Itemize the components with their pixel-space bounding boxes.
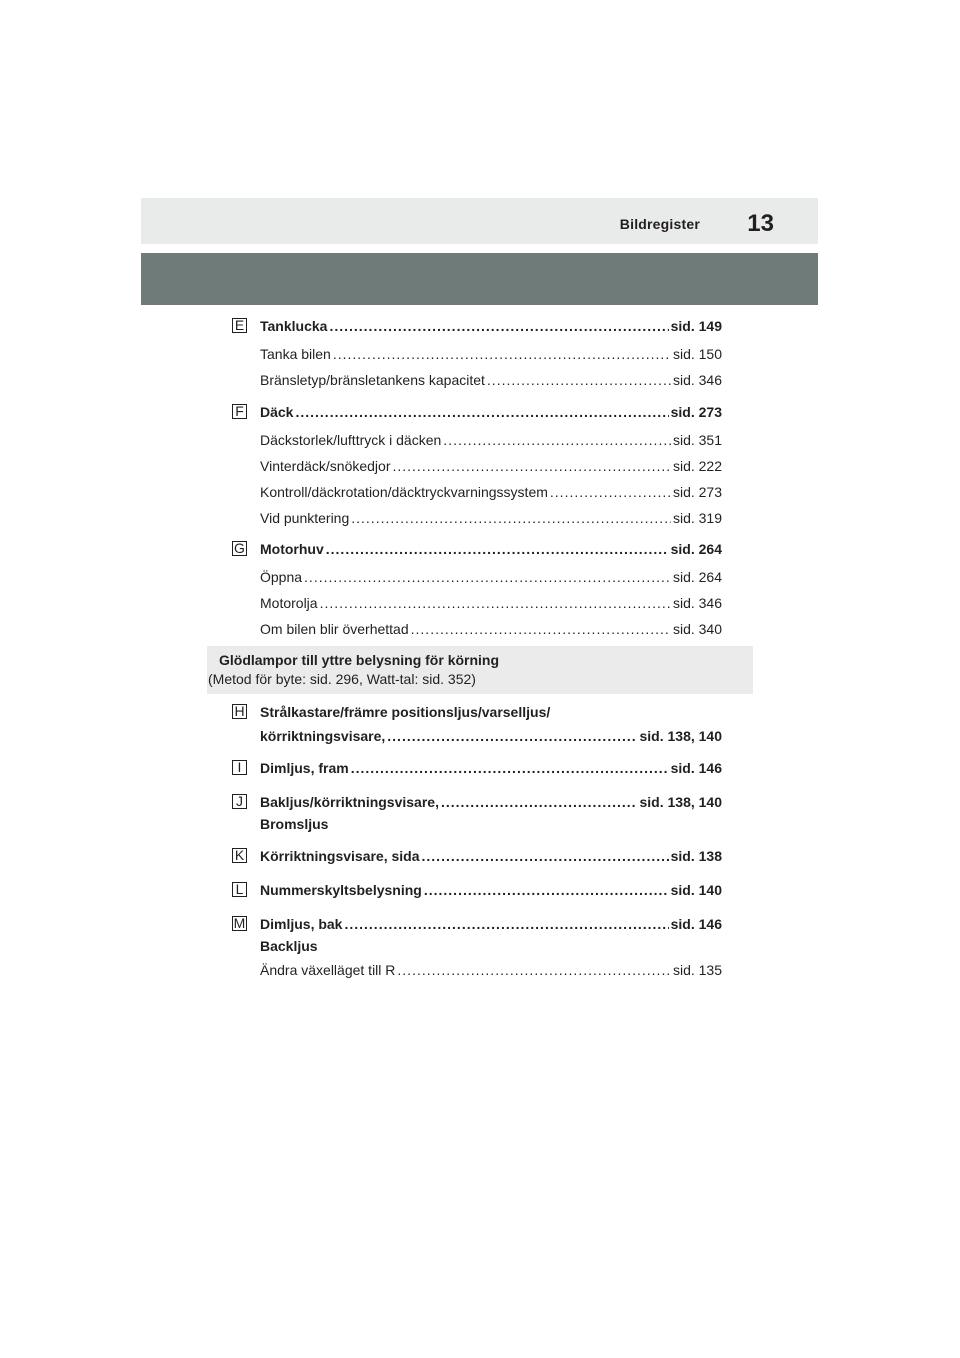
letter-marker: K <box>232 848 247 863</box>
header-divider-band <box>141 253 818 305</box>
letter-marker: H <box>232 704 247 719</box>
page-ref: sid. 264 <box>672 569 722 585</box>
index-entry-main[interactable]: Dimljus, bak ..... sid. 146 <box>260 916 722 934</box>
letter-marker: J <box>232 794 247 809</box>
lamps-box-subtitle: (Metod för byte: sid. 296, Watt-tal: sid. 352) <box>208 671 476 687</box>
section-title: Bildregister <box>619 216 700 232</box>
page-ref: sid. 146 <box>670 916 722 932</box>
page-ref: sid. 351 <box>672 432 722 448</box>
index-entry-sub[interactable]: Kontroll/däckrotation/däcktryckvarningssystem ..... sid. 273 <box>260 484 722 502</box>
page-ref: sid. 340 <box>672 621 722 637</box>
index-entry-main[interactable]: körriktningsvisare, ..... sid. 138, 140 <box>260 728 722 746</box>
index-entry-main[interactable]: Bakljus/körriktningsvisare, ..... sid. 138, 140 <box>260 794 722 812</box>
page-ref: sid. 273 <box>670 404 722 420</box>
page-ref: sid. 138, 140 <box>639 728 722 744</box>
page-header <box>141 198 818 244</box>
letter-marker: G <box>232 541 247 556</box>
index-entry-sub[interactable]: Vinterdäck/snökedjor ..... sid. 222 <box>260 458 722 476</box>
index-entry-main[interactable]: Dimljus, fram ..... sid. 146 <box>260 760 722 778</box>
page-ref: sid. 149 <box>670 318 722 334</box>
letter-marker: M <box>233 915 246 931</box>
page-ref: sid. 146 <box>670 760 722 776</box>
page-ref: sid. 222 <box>672 458 722 474</box>
index-entry-sub[interactable]: Bränsletyp/bränsletankens kapacitet ..... sid. 346 <box>260 372 722 390</box>
letter-marker: E <box>232 318 247 333</box>
index-entry-sub[interactable]: Vid punktering ..... sid. 319 <box>260 510 722 528</box>
index-entry-main[interactable]: Tanklucka ..... sid. 149 <box>260 318 722 336</box>
page-ref: sid. 138, 140 <box>639 794 722 810</box>
index-entry-line: Backljus <box>260 938 318 954</box>
page-ref: sid. 138 <box>670 848 722 864</box>
page-ref: sid. 319 <box>672 510 722 526</box>
index-entry-main[interactable]: Nummerskyltsbelysning ..... sid. 140 <box>260 882 722 900</box>
page-ref: sid. 264 <box>670 541 722 557</box>
letter-marker: F <box>232 404 247 419</box>
index-entry-sub[interactable]: Öppna ..... sid. 264 <box>260 569 722 587</box>
letter-marker: L <box>232 882 247 897</box>
page-number: 13 <box>747 210 774 237</box>
page-ref: sid. 135 <box>672 962 722 978</box>
page-ref: sid. 346 <box>672 595 722 611</box>
page-ref: sid. 346 <box>672 372 722 388</box>
lamps-box-title: Glödlampor till yttre belysning för körning <box>219 652 500 668</box>
index-entry-sub[interactable]: Om bilen blir överhettad ..... sid. 340 <box>260 621 722 639</box>
lamps-info-box <box>207 646 753 694</box>
page-ref: sid. 273 <box>672 484 722 500</box>
index-entry-sub[interactable]: Däckstorlek/lufttryck i däcken ..... sid. 351 <box>260 432 722 450</box>
index-entry-sub[interactable]: Tanka bilen ..... sid. 150 <box>260 346 722 364</box>
page-ref: sid. 150 <box>672 346 722 362</box>
letter-marker: I <box>232 760 247 775</box>
index-entry-line: Bromsljus <box>260 816 329 832</box>
index-entry-sub[interactable]: Motorolja ..... sid. 346 <box>260 595 722 613</box>
index-entry-main[interactable]: Körriktningsvisare, sida ..... sid. 138 <box>260 848 722 866</box>
index-entry-line: Strålkastare/främre positionsljus/varselljus/ <box>260 704 551 720</box>
index-entry-sub[interactable]: Ändra växelläget till R ..... sid. 135 <box>260 962 722 980</box>
index-entry-main[interactable]: Motorhuv ..... sid. 264 <box>260 541 722 559</box>
page-ref: sid. 140 <box>670 882 722 898</box>
index-entry-main[interactable]: Däck ..... sid. 273 <box>260 404 722 422</box>
